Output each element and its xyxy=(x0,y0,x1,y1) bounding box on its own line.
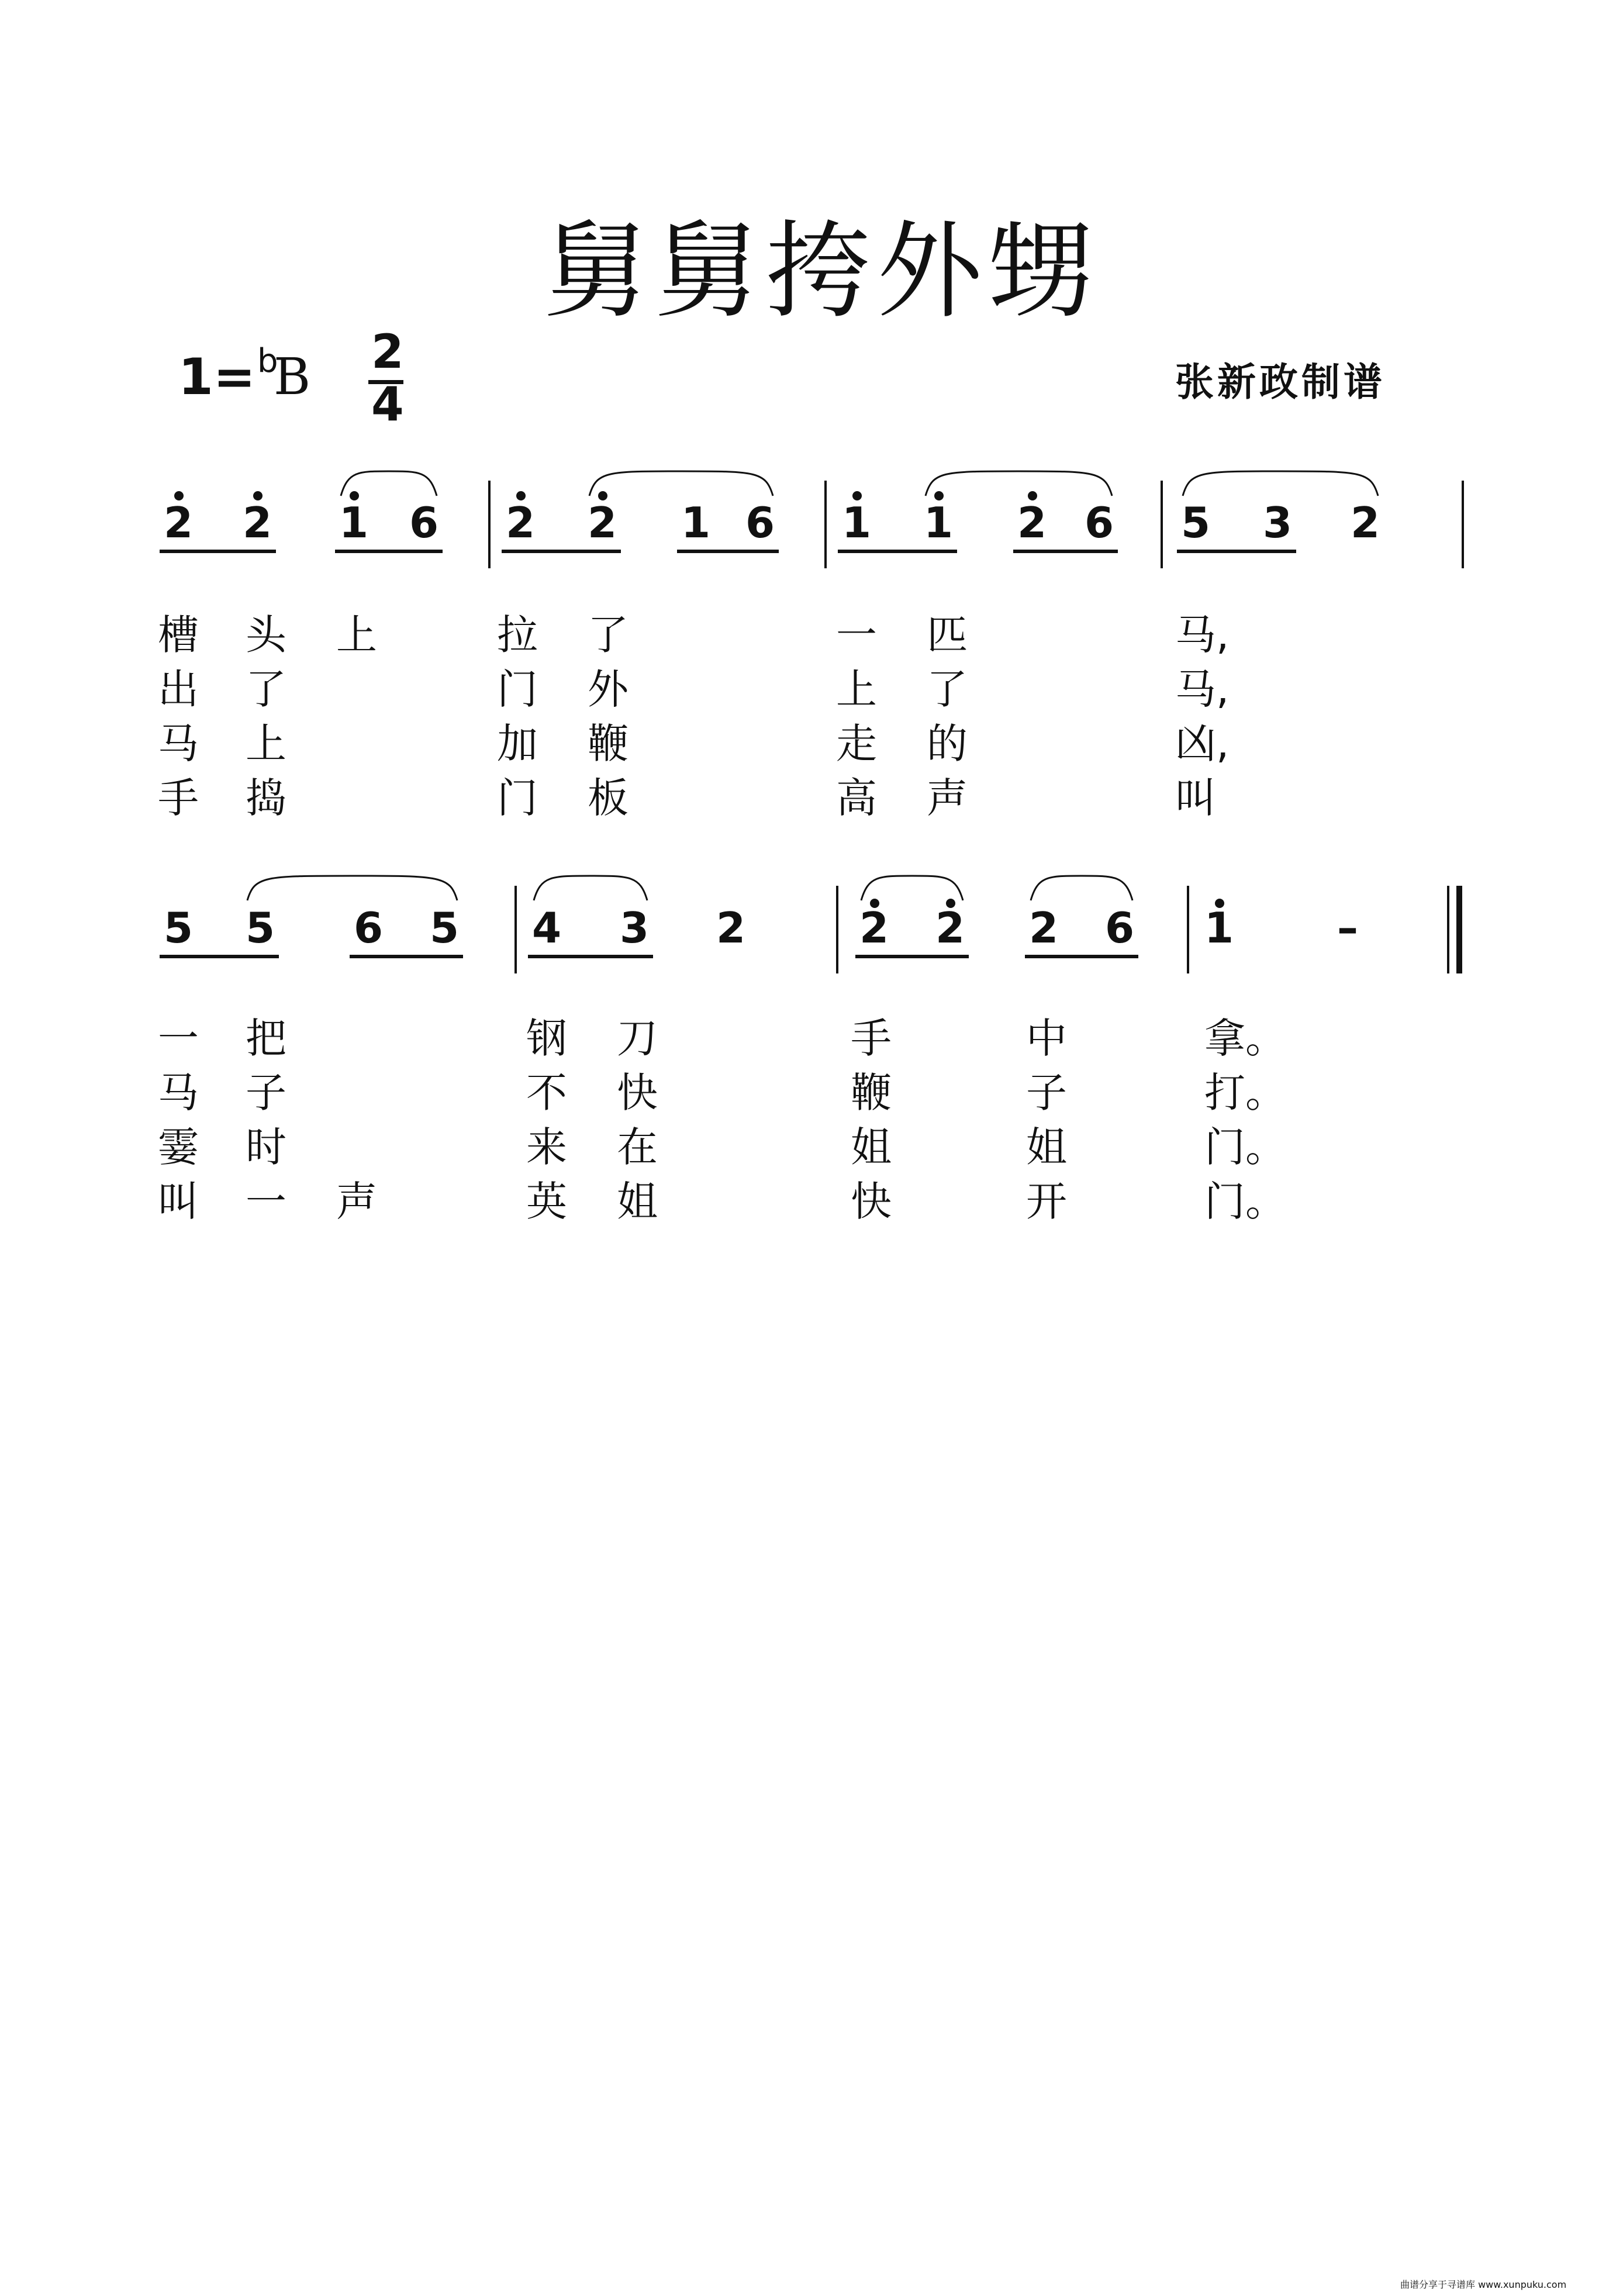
lyric-syllable: 马, xyxy=(1175,611,1230,659)
lyric-syllable: 开 xyxy=(1026,1178,1067,1225)
lyric-syllable: 在 xyxy=(617,1123,658,1171)
note: 2 xyxy=(587,498,617,547)
lyric-syllable: 马, xyxy=(1175,665,1230,713)
beam-underline xyxy=(855,955,969,958)
lyric-syllable: 马 xyxy=(158,720,199,768)
note: 3 xyxy=(619,903,650,952)
song-title: 舅舅挎外甥 xyxy=(544,210,1100,333)
note: 6 xyxy=(353,903,384,952)
beam-underline xyxy=(1025,955,1138,958)
note: 2 xyxy=(716,903,746,952)
lyric-syllable: 手 xyxy=(851,1014,892,1062)
note: 4 xyxy=(531,903,562,952)
lyric-syllable: 声 xyxy=(336,1178,377,1225)
beam-underline xyxy=(350,955,463,958)
lyric-syllable: 刀 xyxy=(617,1014,658,1062)
lyric-syllable: 了 xyxy=(927,665,968,713)
lyric-syllable: 英 xyxy=(526,1178,567,1225)
lyric-syllable: 姐 xyxy=(617,1178,658,1225)
lyric-syllable: 子 xyxy=(1026,1069,1067,1117)
bar-line xyxy=(514,886,517,973)
beam-underline xyxy=(528,955,653,958)
lyric-syllable: 板 xyxy=(588,774,629,822)
note: 1 xyxy=(841,498,872,547)
lyric-syllable: 拿。 xyxy=(1204,1014,1286,1062)
lyric-syllable: 打。 xyxy=(1204,1069,1286,1117)
lyric-syllable: 门 xyxy=(497,665,538,713)
lyric-syllable: 外 xyxy=(588,665,629,713)
lyric-syllable: 拉 xyxy=(497,611,538,659)
lyric-syllable: 匹 xyxy=(927,611,968,659)
lyric-syllable: 出 xyxy=(158,665,199,713)
lyric-syllable: 槽 xyxy=(158,611,199,659)
lyric-syllable: 凶, xyxy=(1175,720,1230,768)
composer-credit: 张新政制谱 xyxy=(1175,360,1386,405)
lyric-syllable: 快 xyxy=(851,1178,892,1225)
note: 6 xyxy=(1084,498,1114,547)
lyric-syllable: 姐 xyxy=(1026,1123,1067,1171)
lyric-syllable: 快 xyxy=(617,1069,658,1117)
lyric-syllable: 鞭 xyxy=(851,1069,892,1117)
time-signature-top: 2 xyxy=(371,324,404,379)
note: 2 xyxy=(163,498,194,547)
lyric-syllable: 时 xyxy=(246,1123,286,1171)
slur xyxy=(247,876,457,900)
bar-line xyxy=(1187,886,1189,973)
lyric-syllable: 叫 xyxy=(1175,774,1216,822)
lyric-syllable: 门。 xyxy=(1204,1123,1286,1171)
lyric-syllable: 了 xyxy=(246,665,286,713)
lyric-syllable: 一 xyxy=(246,1178,286,1225)
note: 6 xyxy=(745,498,775,547)
slur xyxy=(1031,876,1132,900)
lyric-syllable: 一 xyxy=(158,1014,199,1062)
note: 6 xyxy=(1104,903,1135,952)
final-barline xyxy=(1447,886,1462,973)
key-one: 1= xyxy=(178,348,255,406)
lyric-syllable: 走 xyxy=(836,720,877,768)
note: 5 xyxy=(245,903,275,952)
key-letter: B xyxy=(274,348,311,406)
lyric-syllable: 一 xyxy=(836,611,877,659)
note: 6 xyxy=(409,498,439,547)
lyric-syllable: 上 xyxy=(836,665,877,713)
note: 2 xyxy=(935,903,965,952)
lyric-syllable: 叫 xyxy=(158,1178,199,1225)
lyric-syllable: 把 xyxy=(246,1014,286,1062)
bar-line xyxy=(836,886,838,973)
lyric-syllable: 手 xyxy=(158,774,199,822)
lyric-syllable: 来 xyxy=(526,1123,567,1171)
note: 1 xyxy=(1204,903,1234,952)
note: 2 xyxy=(1350,498,1380,547)
note: 5 xyxy=(163,903,194,952)
lyric-syllable: 姐 xyxy=(851,1123,892,1171)
lyric-syllable: 声 xyxy=(927,774,968,822)
note: 2 xyxy=(1017,498,1047,547)
lyric-syllable: 霎 xyxy=(158,1123,199,1171)
note: 2 xyxy=(242,498,272,547)
slur xyxy=(534,876,647,900)
lyric-syllable: 加 xyxy=(497,720,538,768)
note: 2 xyxy=(505,498,536,547)
note: 5 xyxy=(1180,498,1211,547)
lyric-syllable: 鞭 xyxy=(588,720,629,768)
lyric-syllable: 的 xyxy=(927,720,968,768)
note: 5 xyxy=(429,903,460,952)
slur xyxy=(861,876,963,900)
lyric-syllable: 高 xyxy=(836,774,877,822)
lyric-syllable: 门。 xyxy=(1204,1178,1286,1225)
lyric-syllable: 不 xyxy=(526,1069,567,1117)
lyric-syllable: 捣 xyxy=(246,774,286,822)
lyric-syllable: 头 xyxy=(246,611,286,659)
note: 1 xyxy=(339,498,369,547)
note: 2 xyxy=(859,903,889,952)
lyric-syllable: 中 xyxy=(1026,1014,1067,1062)
note: – xyxy=(1337,903,1358,952)
time-signature-bottom: 4 xyxy=(371,377,404,431)
beam-underline xyxy=(160,955,279,958)
lyric-syllable: 上 xyxy=(336,611,377,659)
note: 1 xyxy=(923,498,954,547)
lyric-syllable: 门 xyxy=(497,774,538,822)
note: 2 xyxy=(1028,903,1059,952)
lyric-syllable: 子 xyxy=(246,1069,286,1117)
note: 1 xyxy=(681,498,711,547)
lyric-syllable: 马 xyxy=(158,1069,199,1117)
footer-watermark: 曲谱分享于寻谱库 www.xunpuku.com xyxy=(1400,2279,1567,2290)
note: 3 xyxy=(1262,498,1293,547)
lyric-syllable: 钢 xyxy=(526,1014,567,1062)
key-flat: b xyxy=(257,342,278,380)
lyric-syllable: 上 xyxy=(246,720,286,768)
lyric-syllable: 了 xyxy=(588,611,629,659)
